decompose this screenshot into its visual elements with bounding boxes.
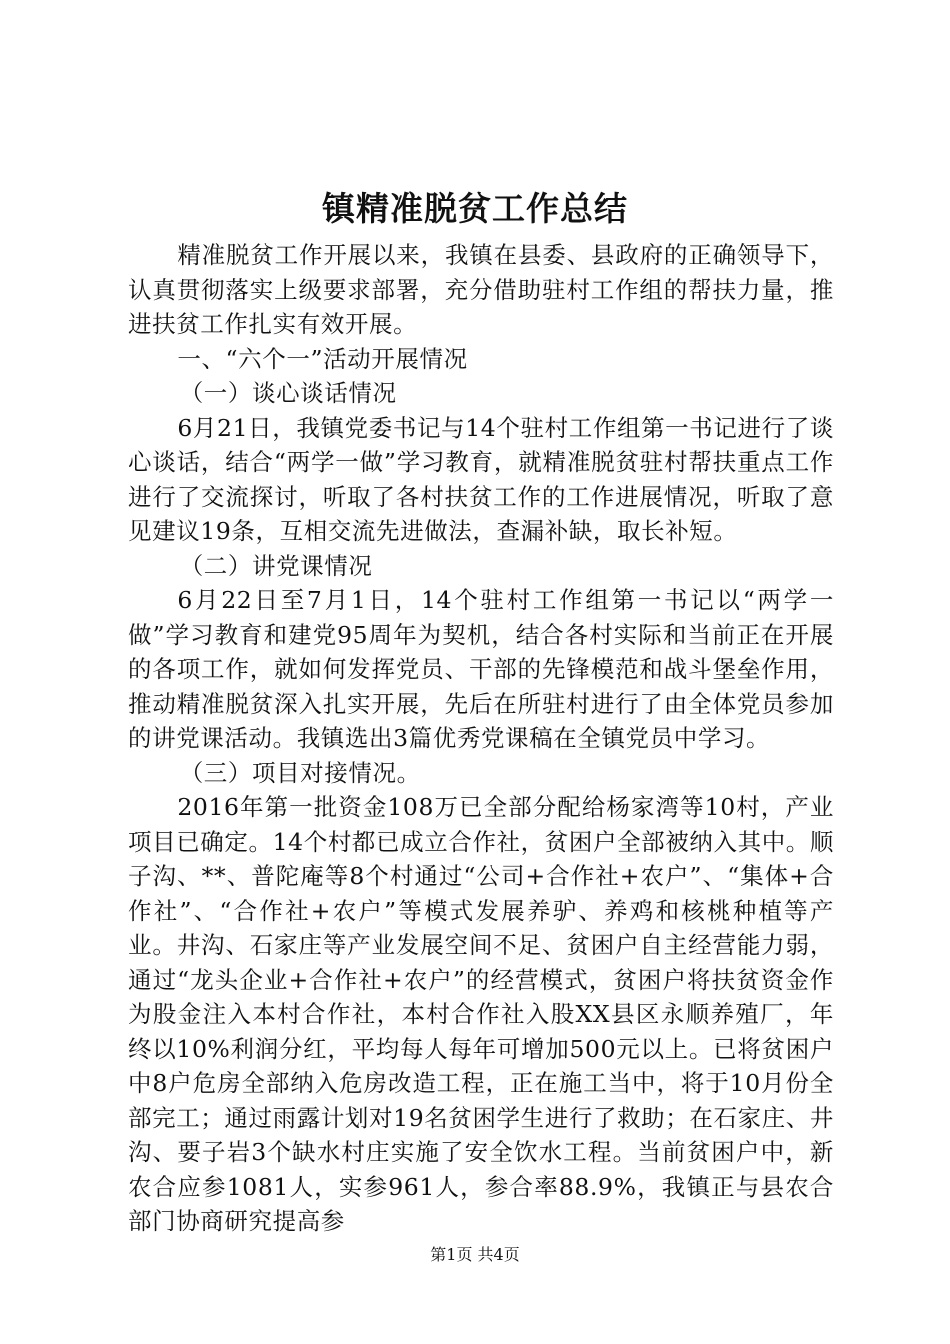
intro-paragraph: 精准脱贫工作开展以来，我镇在县委、县政府的正确领导下，认真贯彻落实上级要求部署，充分借助驻村工作组的帮扶力量，推进扶贫工作扎实有效开展。 xyxy=(128,241,834,338)
subsection-heading-1: （一）谈心谈话情况 xyxy=(179,379,397,407)
project-paragraph: 2016年第一批资金108万已全部分配给杨家湾等10村，产业项目已确定。14个村都已成立合作社，贫困户全部被纳入其中。顺子沟、**、普陀庵等8个村通过“公司+合作社+农户”、“集体+合作社”、“合作社+农户”等模式发展养驴、养鸡和核桃种植等产业。井沟、石家庄等产业发展空间不足、贫困户自主经营能力弱，通过“龙头企业+合作社+农户”的经营模式，贫困户将扶贫资金作为股金注入本村合作社，本村合作社入股XX县区永顺养殖厂，年终以10%利润分红，平均每人每年可增加500元以上。已将贫困户中8户危房全部纳入危房改造工程，正在施工当中，将于10月份全部完工；通过雨露计划对19名贫困学生进行了救助；在石家庄、井沟、要子岩3个缺水村庄实施了安全饮水工程。当前贫困户中，新农合应参1081人，实参961人，参合率88.9%，我镇正与县农合部门协商研究提高参 xyxy=(128,793,834,1235)
document-title: 镇精准脱贫工作总结 xyxy=(322,189,628,228)
talk-paragraph: 6月21日，我镇党委书记与14个驻村工作组第一书记进行了谈心谈话，结合“两学一做”学习教育，就精准脱贫驻村帮扶重点工作进行了交流探讨，听取了各村扶贫工作的工作进展情况，听取了意见建议19条，互相交流先进做法，查漏补缺，取长补短。 xyxy=(128,413,834,545)
party-lecture-paragraph: 6月22日至7月1日，14个驻村工作组第一书记以“两学一做”学习教育和建党95周年为契机，结合各村实际和当前正在开展的各项工作，就如何发挥党员、干部的先锋模范和战斗堡垒作用，推动精准脱贫深入扎实开展，先后在所驻村进行了由全体党员参加的讲党课活动。我镇选出3篇优秀党课稿在全镇党员中学习。 xyxy=(128,586,834,752)
subsection-heading-2: （二）讲党课情况 xyxy=(179,551,373,580)
page-number-footer: 第1页 共4页 xyxy=(430,1245,520,1264)
document-body xyxy=(128,238,834,1239)
section-heading-1: 一、“六个一”活动开展情况 xyxy=(177,344,468,373)
subsection-heading-3: （三）项目对接情况。 xyxy=(179,758,421,787)
